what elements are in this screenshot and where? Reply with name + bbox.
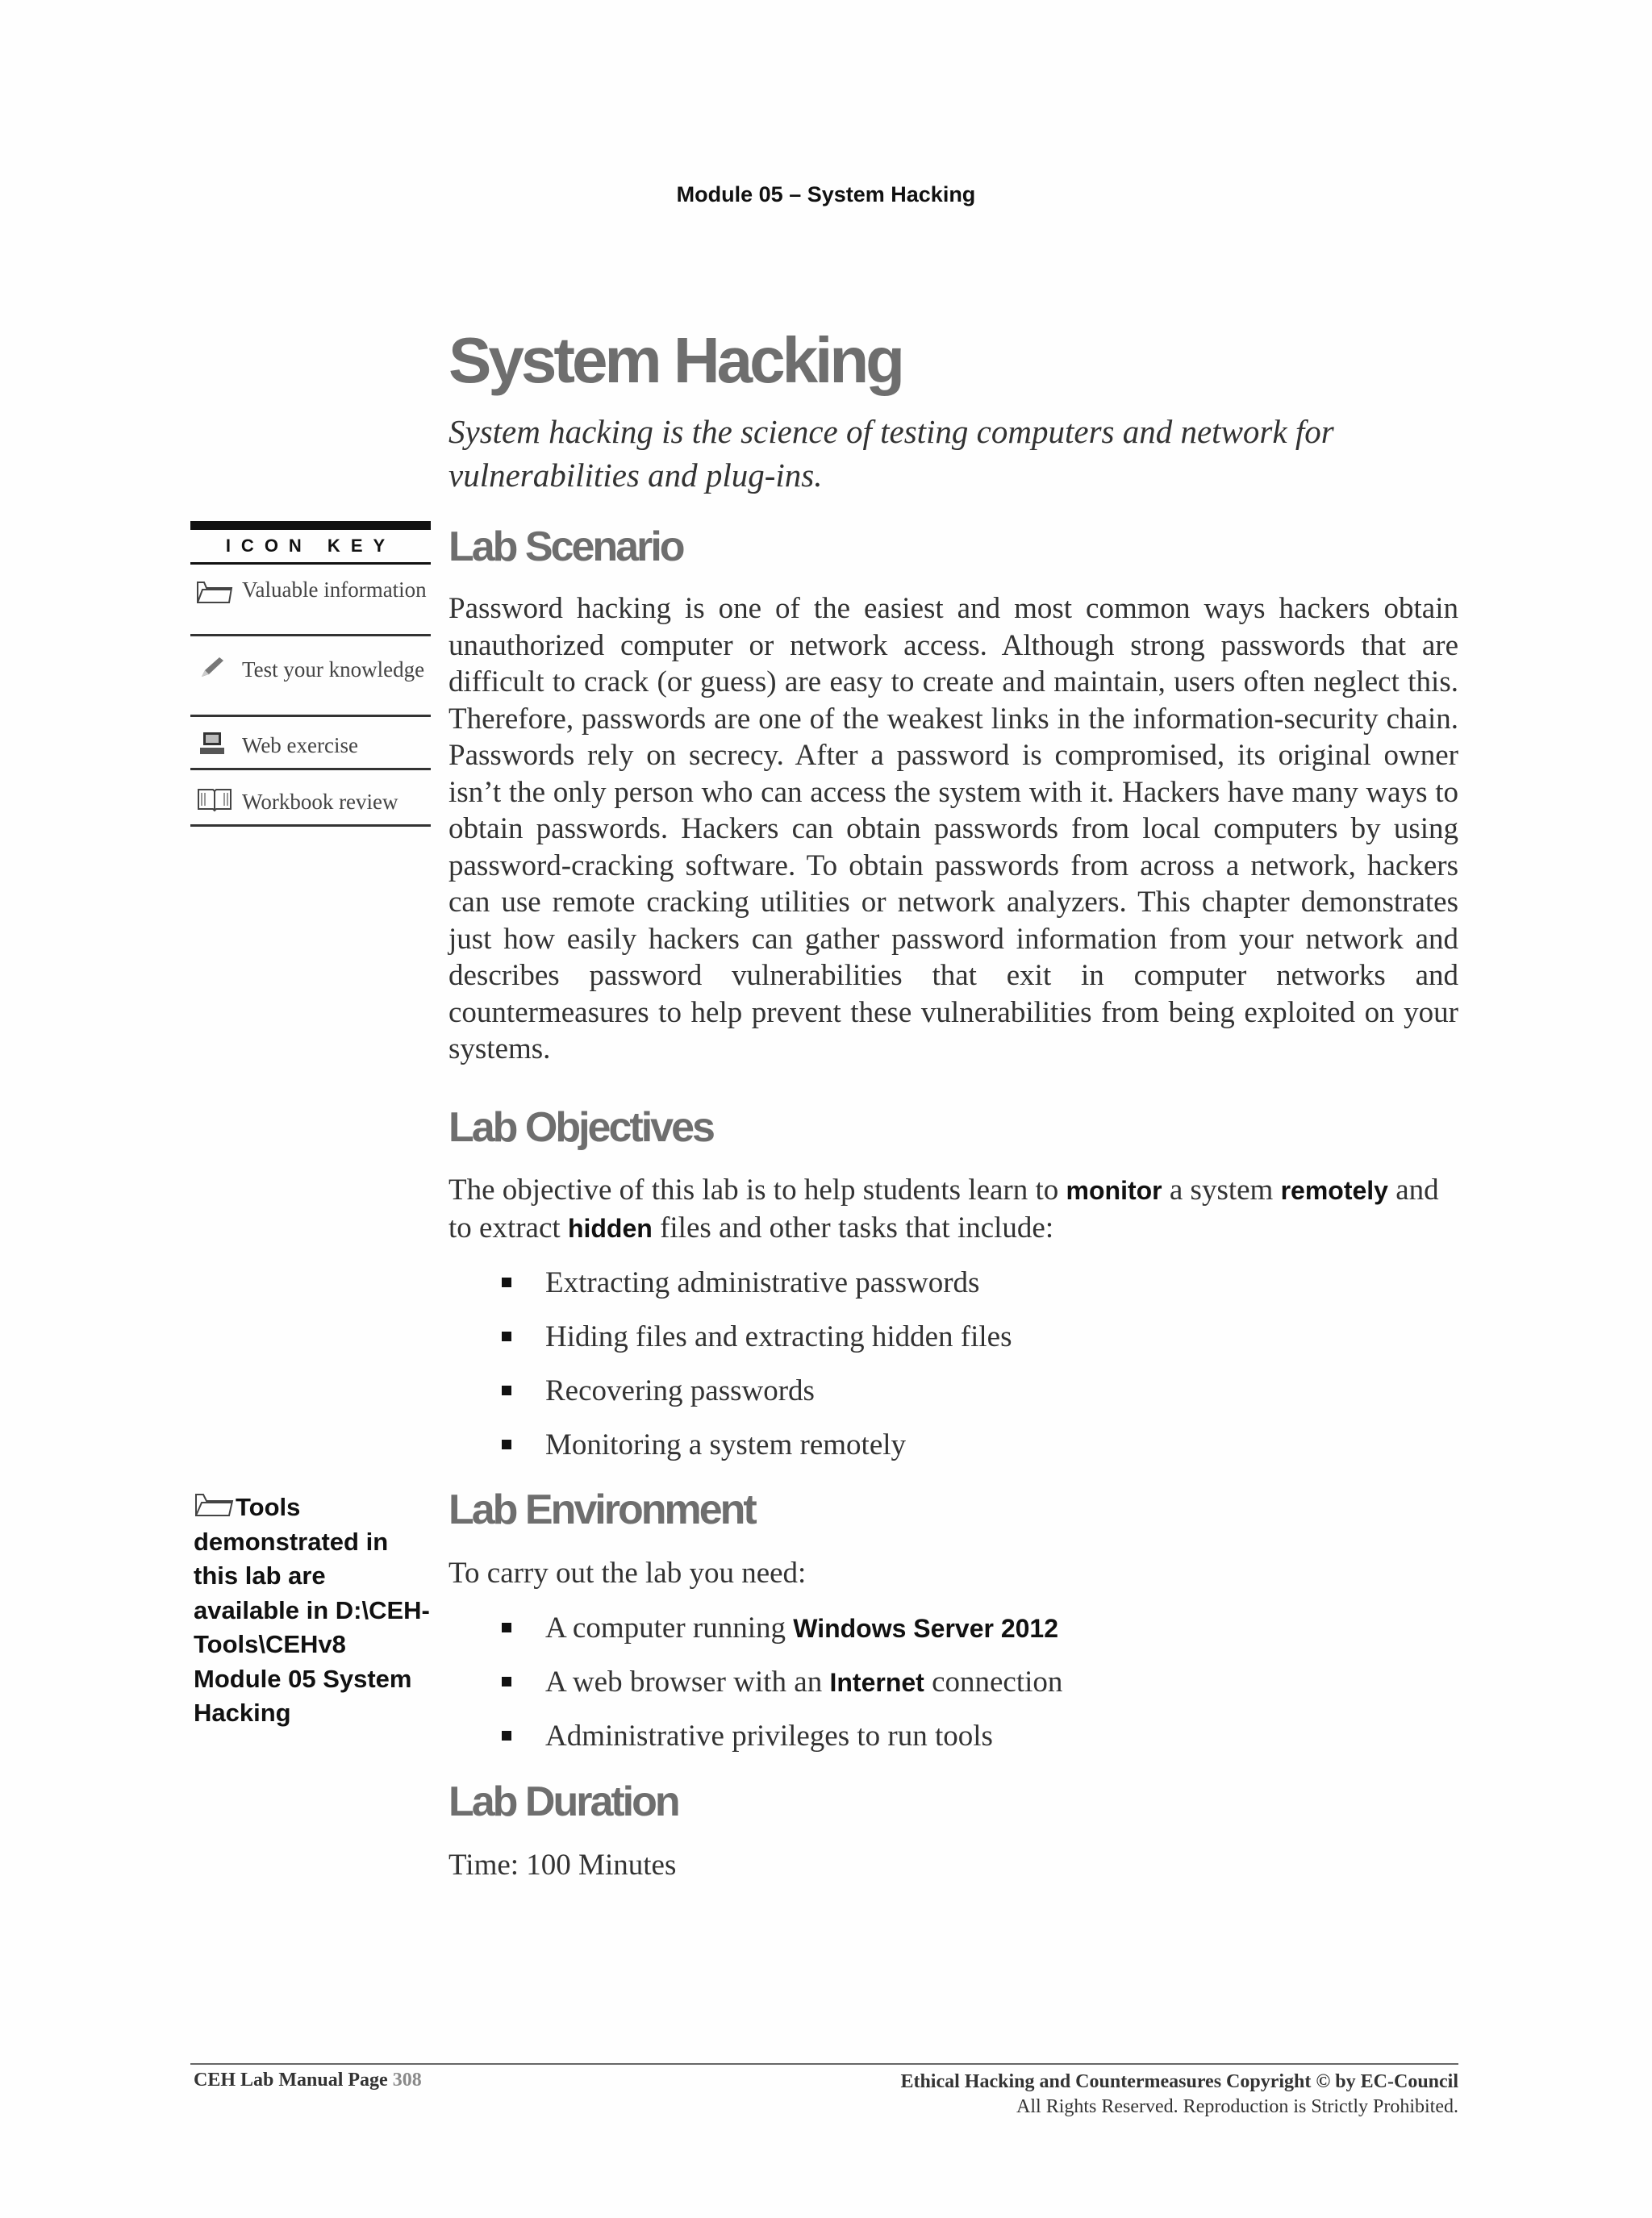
footer-manual: CEH Lab Manual Page (194, 2070, 393, 2091)
environment-intro: To carry out the lab you need: (448, 1557, 807, 1590)
section-heading-objectives: Lab Objectives (448, 1104, 713, 1151)
tools-note (194, 1490, 436, 1731)
list-item-text: Administrative privileges to run tools (545, 1720, 993, 1753)
footer-copyright (900, 2070, 1458, 2120)
computer-icon (195, 728, 234, 761)
icon-key-heading: ICON KEY (190, 530, 431, 565)
keyword-windows-server: Windows Server 2012 (793, 1614, 1059, 1643)
icon-key-item-web (190, 717, 431, 770)
copyright-line: Ethical Hacking and Countermeasures Copyright © by EC-Council (900, 2071, 1458, 2092)
keyword-hidden: hidden (567, 1213, 653, 1243)
module-header: Module 05 – System Hacking (676, 182, 976, 206)
list-item-text: A web browser with an (545, 1666, 830, 1699)
objectives-intro-text: a system (1162, 1174, 1281, 1207)
icon-key-item-valuable (190, 565, 431, 636)
icon-key-top-rule (190, 521, 431, 530)
duration-text: Time: 100 Minutes (448, 1849, 677, 1882)
footer-rule (190, 2063, 1458, 2065)
scenario-text: Password hacking is one of the easiest and most common ways hackers obtain unauthorized computer or network access. Although strong passwords that are difficult to crack (or guess) are easy to create and maintain, users often neglect this. Therefore, passwords are one of the weakest links in the information-security chain. Passwords rely on secrecy. After a password is compromised, its original owner isn’t the only person who can access the system with it. Hackers have many ways to obtain passwords. Hackers can obtain passwords from local computers by using password-cracking software. To obtain passwords from across a network, hackers can use remote cracking utilities or network analyzers. This chapter demonstrates just how easily hackers can gather password information from your network and describes password vulnerabilities that exit in computer networks and countermeasures to help prevent these vulnerabilities from being exploited on your systems. (448, 592, 1458, 1065)
list-item (448, 1718, 1458, 1772)
list-item: Recovering passwords (448, 1373, 1458, 1427)
objectives-list (448, 1265, 1458, 1481)
page-title: System Hacking (448, 324, 903, 396)
keyword-monitor: monitor (1066, 1176, 1162, 1205)
icon-key-item-test (190, 636, 431, 717)
folder-icon (195, 576, 234, 608)
icon-key (190, 521, 431, 827)
list-item (448, 1664, 1458, 1718)
objectives-intro (448, 1172, 1458, 1247)
list-item (448, 1610, 1458, 1664)
icon-key-label: Valuable information (242, 577, 427, 602)
icon-key-label: Test your knowledge (242, 657, 425, 682)
objectives-intro-text: The objective of this lab is to help students learn to (448, 1174, 1066, 1207)
page-number: 308 (392, 2070, 422, 2091)
list-item-text: A computer running (545, 1611, 794, 1645)
folder-icon (194, 1491, 236, 1519)
icon-key-item-workbook (190, 770, 431, 827)
environment-list (448, 1610, 1458, 1772)
objectives-intro-text: files and other tasks that include: (652, 1211, 1054, 1244)
footer-page-label (194, 2070, 422, 2091)
page-subtitle: System hacking is the science of testing computers and network for vulnerabilities and plug-ins. (448, 413, 1334, 494)
list-item: Monitoring a system remotely (448, 1427, 1458, 1481)
list-item-text: connection (924, 1666, 1063, 1699)
book-icon (195, 783, 234, 815)
pencil-icon (195, 651, 234, 683)
icon-key-label: Web exercise (242, 733, 358, 757)
list-item: Extracting administrative passwords (448, 1265, 1458, 1319)
keyword-internet: Internet (829, 1668, 924, 1697)
section-heading-duration: Lab Duration (448, 1778, 678, 1825)
objectives-intro-text: and to extract (448, 1174, 1439, 1244)
copyright-line: All Rights Reserved. Reproduction is Strictly Prohibited. (1016, 2096, 1458, 2117)
list-item: Hiding files and extracting hidden files (448, 1319, 1458, 1373)
section-heading-environment: Lab Environment (448, 1486, 755, 1533)
tools-note-text: Tools demonstrated in this lab are available in D:\CEH-Tools\CEHv8 Module 05 System Hacking (194, 1493, 430, 1727)
section-heading-scenario: Lab Scenario (448, 523, 683, 570)
keyword-remotely: remotely (1280, 1176, 1388, 1205)
icon-key-label: Workbook review (242, 790, 398, 814)
